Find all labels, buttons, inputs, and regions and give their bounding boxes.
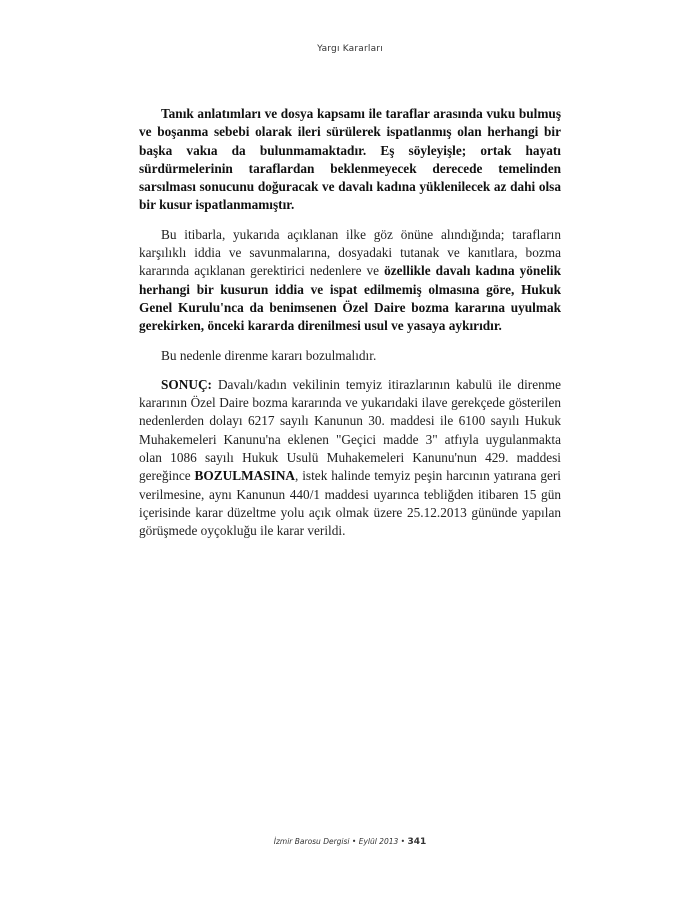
paragraph-2	[139, 226, 561, 336]
paragraph-4	[139, 376, 561, 541]
paragraph-4-text-b: , istek halinde temyiz peşin harcının yatırana geri verilmesine, aynı Kanunun 440/1 maddesi uyarınca tebliğden itibaren 15 gün içerisinde karar düzeltme yolu açık olmak üzere 25.12.2013 gününde yapılan görüşmede oyçokluğu ile karar verildi.	[139, 468, 561, 539]
paragraph-1	[139, 105, 561, 215]
sonuc-label: SONUÇ:	[161, 376, 212, 392]
journal-name: İzmir Barosu Dergisi • Eylül 2013 •	[273, 837, 406, 846]
running-header: Yargı Kararları	[317, 44, 383, 54]
page-footer	[0, 837, 700, 847]
paragraph-4-text-a: Davalı/kadın vekilinin temyiz itirazlarının kabulü ile direnme kararının Özel Daire bozma kararında ve yukarıdaki ilave gerekçede gösterilen nedenlerden dolayı 6217 sayılı Kanunun 30. maddesi ile 6100 sayılı Hukuk Muhakemeleri Kanunu'na eklenen "Geçici madde 3" atfıyla uygulanmakta olan 1086 sayılı Hukuk Usulü Muhakemeleri Kanunu'nun 429. maddesi gereğince	[139, 376, 561, 484]
paragraph-1-bold: Tanık anlatımları ve dosya kapsamı ile taraflar arasında vuku bulmuş ve boşanma sebebi olarak ileri sürülerek ispatlanmış olan herhangi bir başka vakıa da bulunmamaktadır. Eş söyleyişle; ortak hayatı sürdürmelerinin taraflardan beklenmeyecek derecede temelinden sarsılması sonucunu doğuracak ve davalı kadına yüklenilecek az dahi olsa bir kusur ispatlanmamıştır.	[139, 106, 561, 213]
paragraph-3-text: Bu nedenle direnme kararı bozulmalıdır.	[161, 347, 377, 363]
paragraph-2-text: Bu itibarla, yukarıda açıklanan ilke göz önüne alındığında; tarafların karşılıklı iddia ve savunmalarına, dosyadaki tutanak ve kanıtlara, bozma kararında açıklanan gerektirici nedenlere ve	[139, 226, 561, 279]
paragraph-3	[139, 347, 561, 365]
body-text	[139, 105, 561, 552]
bozulmasina-emphasis: BOZULMASINA	[194, 468, 296, 484]
paragraph-2-bold: özellikle davalı kadına yönelik herhangi bir kusurun iddia ve ispat edilmemiş olmasına göre, Hukuk Genel Kurulu'nca da benimsenen Özel Daire bozma kararına uyulmak gerekirken, önceki kararda direnilmesi usul ve yasaya aykırıdır.	[139, 263, 561, 334]
page-number: 341	[407, 837, 427, 847]
